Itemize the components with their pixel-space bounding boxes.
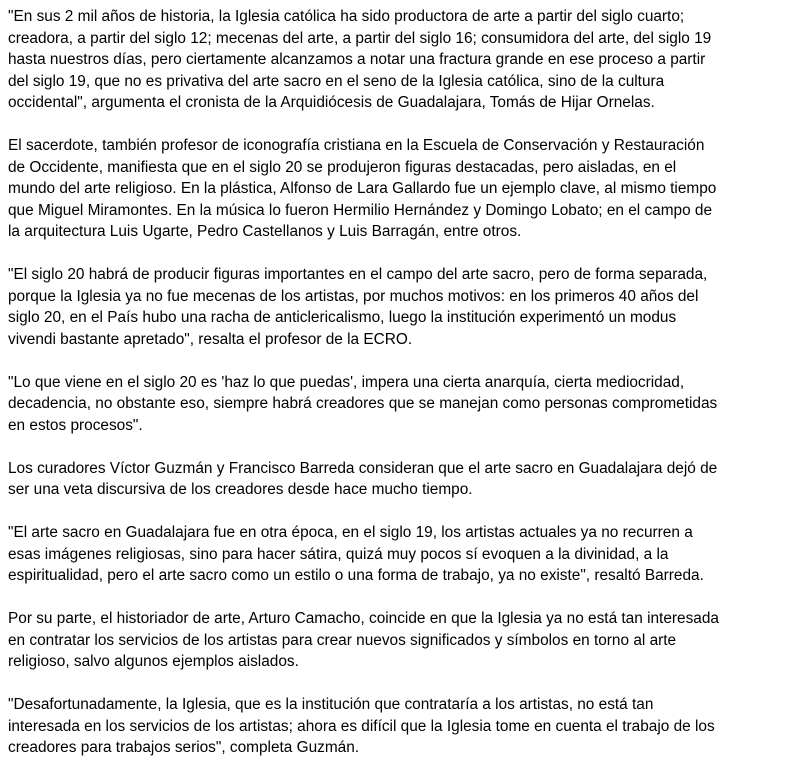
paragraph-camacho: Por su parte, el historiador de arte, Arturo Camacho, coincide en que la Iglesia ya no está tan interesada en contratar los servicios de los artistas para crear nuevos significados y símbolos en torno al arte religioso, salvo algunos ejemplos aislados.: [8, 610, 719, 670]
paragraph-quote-siglo-20: "El siglo 20 habrá de producir figuras importantes en el campo del arte sacro, pero de forma separada, porque la Iglesia ya no fue mecenas de los artistas, por muchos motivos: en los primeros 40 años del siglo 20, en el País hubo una racha de anticlericalismo, luego la institución experimentó un modus vivendi bastante apretado", resalta el profesor de la ECRO.: [8, 266, 708, 348]
paragraph-quote-anarquia: "Lo que viene en el siglo 20 es 'haz lo que puedas', impera una cierta anarquía, cierta mediocridad, decadencia, no obstante eso, siempre habrá creadores que se manejan como personas comprometidas en estos procesos".: [8, 373, 718, 434]
paragraph-quote-guzman: "Desafortunadamente, la Iglesia, que es la institución que contrataría a los artistas, no está tan interesada en los servicios de los artistas; ahora es difícil que la Iglesia tome en cuenta el trabajo de los creadores para trabajos serios", completa Guzmán.: [8, 696, 715, 756]
paragraph-curadores: Los curadores Víctor Guzmán y Francisco Barreda consideran que el arte sacro en Guadalajara dejó de ser una veta discursiva de los creadores desde hace mucho tiempo.: [8, 459, 718, 498]
paragraph-quote-hijar-history: "En sus 2 mil años de historia, la Iglesia católica ha sido productora de arte a partir del siglo cuarto; creadora, a partir del siglo 12; mecenas del arte, a partir del siglo 16; consumidora del arte, del siglo 19 hasta nuestros días, pero ciertamente alcanzamos a notar una fractura grande en ese proceso a partir del siglo 19, que no es privativa del arte sacro en el seno de la Iglesia católica, sino de la cultura occidental", argumenta el cronista de la Arquidiócesis de Guadalajara, Tomás de Hijar Ornelas.: [8, 8, 712, 111]
paragraph-priest-figures: El sacerdote, también profesor de iconografía cristiana en la Escuela de Conservación y Restauración de Occidente, manifiesta que en el siglo 20 se produjeron figuras destacadas, pero aisladas, en el mundo del arte religioso. En la plástica, Alfonso de Lara Gallardo fue un ejemplo clave, al mismo tiempo que Miguel Miramontes. En la música lo fueron Hermilio Hernández y Domingo Lobato; en el campo de la arquitectura Luis Ugarte, Pedro Castellanos y Luis Barragán, entre otros.: [8, 137, 717, 240]
paragraph-quote-barreda: "El arte sacro en Guadalajara fue en otra época, en el siglo 19, los artistas actuales ya no recurren a esas imágenes religiosas, sino para hacer sátira, quizá muy pocos sí evoquen a la divinidad, a la espiritualidad, pero el arte sacro como un estilo o una forma de trabajo, ya no existe", resaltó Barreda.: [8, 524, 704, 584]
